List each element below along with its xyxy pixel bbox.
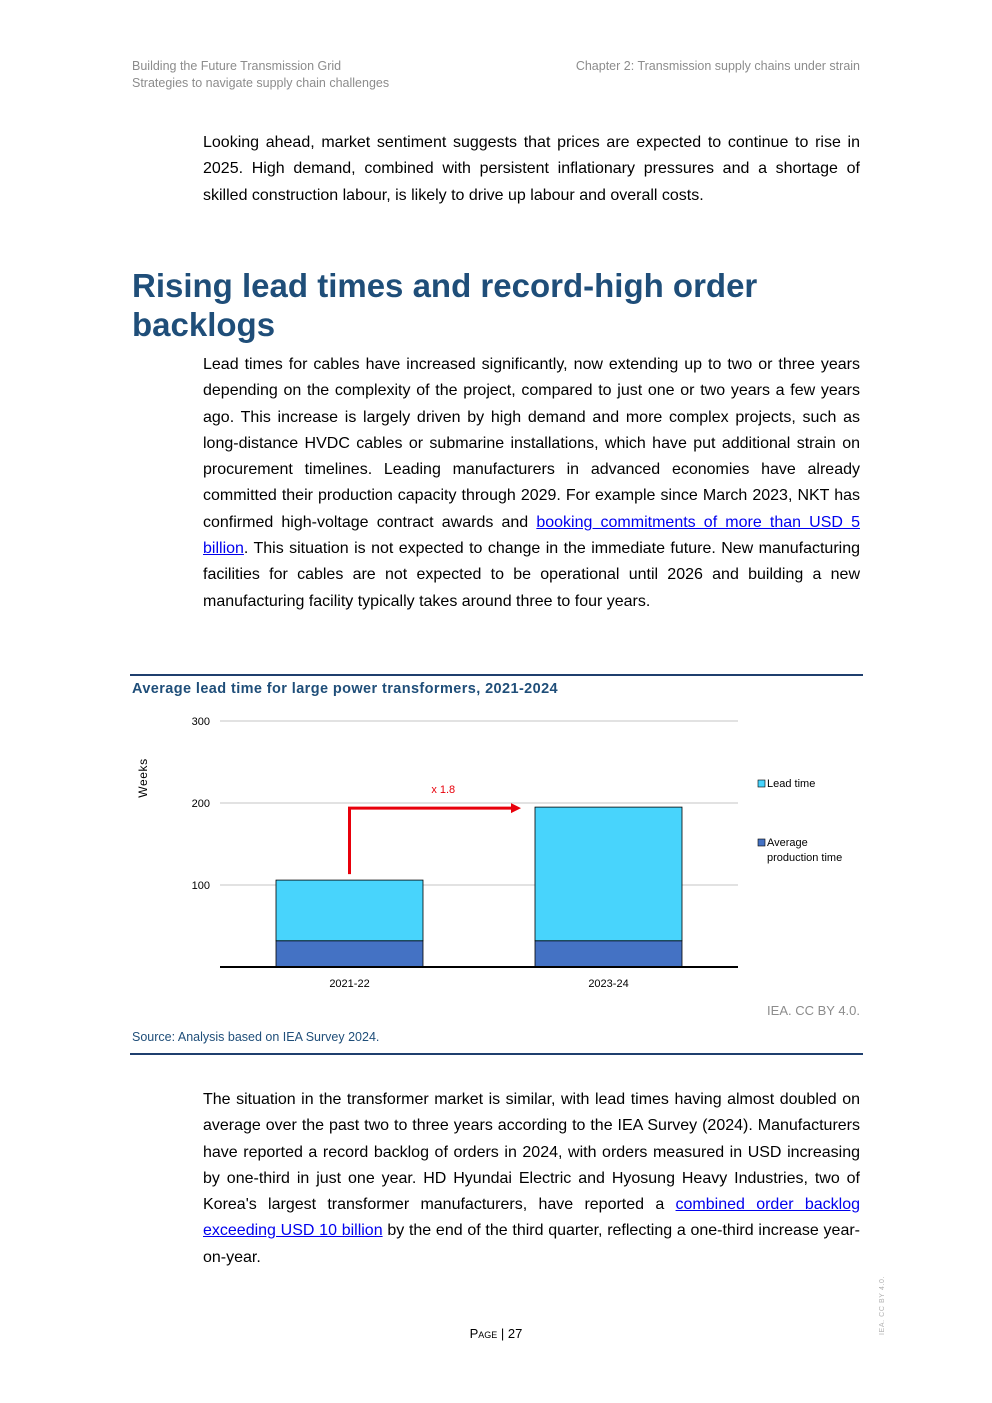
- page-separator: |: [497, 1326, 508, 1341]
- growth-arrow: [350, 808, 514, 874]
- transformer-text-2: by the end of the third quarter, reflecting a one-third increase year-on-year.: [203, 1222, 860, 1266]
- figure-title: Average lead time for large power transformers, 2021-2024: [132, 681, 559, 697]
- figure-credit: IEA. CC BY 4.0.: [767, 1003, 860, 1018]
- transformer-paragraph: [203, 1087, 860, 1271]
- bar-segment: [535, 807, 682, 941]
- growth-arrowhead: [511, 803, 521, 813]
- legend-label: Average: [767, 837, 808, 849]
- cables-paragraph: [203, 352, 860, 615]
- figure-bottom-rule: [130, 1053, 863, 1055]
- cables-text-1: Lead times for cables have increased significantly, now extending up to two or three years depending on the complexity of the project, compared to just one or two years a few years ago. This increase is largely driven by high demand and more complex projects, such as long-distance HVDC cables or submarine installations, which have put additional strain on procurement timelines. Leading manufacturers in advanced economies have already committed their production capacity through 2029. For example since March 2023, NKT has confirmed high-voltage contract awards and: [203, 356, 860, 531]
- nkt-booking-link[interactable]: booking commitments of more than USD 5 billion: [203, 513, 860, 558]
- page-word: Page: [469, 1326, 498, 1341]
- running-header-left: [132, 58, 389, 92]
- y-tick-label: 100: [191, 880, 210, 892]
- order-backlog-link[interactable]: combined order backlog exceeding USD 10 billion: [203, 1196, 860, 1240]
- y-tick-label: 300: [191, 716, 210, 728]
- intro-paragraph: Looking ahead, market sentiment suggests that prices are expected to continue to rise in 2025. High demand, combined with persistent inflationary pressures and a shortage of skilled construction labour, is likely to drive up labour and overall costs.: [203, 134, 860, 204]
- legend-label-line2: production time: [767, 852, 843, 864]
- page-number: [0, 1326, 992, 1341]
- figure-source: Source: Analysis based on IEA Survey 2024.: [132, 1030, 380, 1044]
- side-credit: IEA. CC BY 4.0.: [879, 1275, 886, 1335]
- y-tick-label: 200: [191, 798, 210, 810]
- x-tick-label: 2021-22: [329, 978, 370, 990]
- legend-swatch: [758, 839, 765, 846]
- bar-segment: [276, 941, 423, 967]
- page-number-value: 27: [507, 1326, 523, 1341]
- bar-segment: [535, 941, 682, 967]
- legend-label: Lead time: [767, 778, 816, 790]
- figure-top-rule: [130, 674, 863, 676]
- doc-title: Building the Future Transmission Grid: [132, 59, 342, 73]
- growth-annotation: x 1.8: [431, 784, 456, 797]
- transformer-text-1: The situation in the transformer market is similar, with lead times having almost doubled on average over the past two to three years according to the IEA Survey (2024). Manufacturers have reported a record backlog of orders in 2024, with orders measured in USD increasing by one-third in just one year. HD Hyundai Electric and Hyosung Heavy Industries, two of Korea's largest transformer manufacturers, have reported a: [203, 1091, 860, 1214]
- section-heading: Rising lead times and record-high order backlogs: [132, 267, 758, 343]
- cables-text-2: . This situation is not expected to change in the immediate future. New manufacturing facilities for cables are not expected to be operational until 2026 and building a new manufacturing facility typically takes around three to four years.: [203, 540, 860, 610]
- legend-swatch: [758, 780, 765, 787]
- lead-time-chart: [130, 705, 865, 1000]
- x-tick-label: 2023-24: [588, 978, 629, 990]
- doc-subtitle: Strategies to navigate supply chain challenges: [132, 76, 390, 90]
- y-axis-label: Weeks: [136, 758, 150, 798]
- running-header-right: Chapter 2: Transmission supply chains under strain: [575, 59, 860, 73]
- bar-segment: [276, 880, 423, 941]
